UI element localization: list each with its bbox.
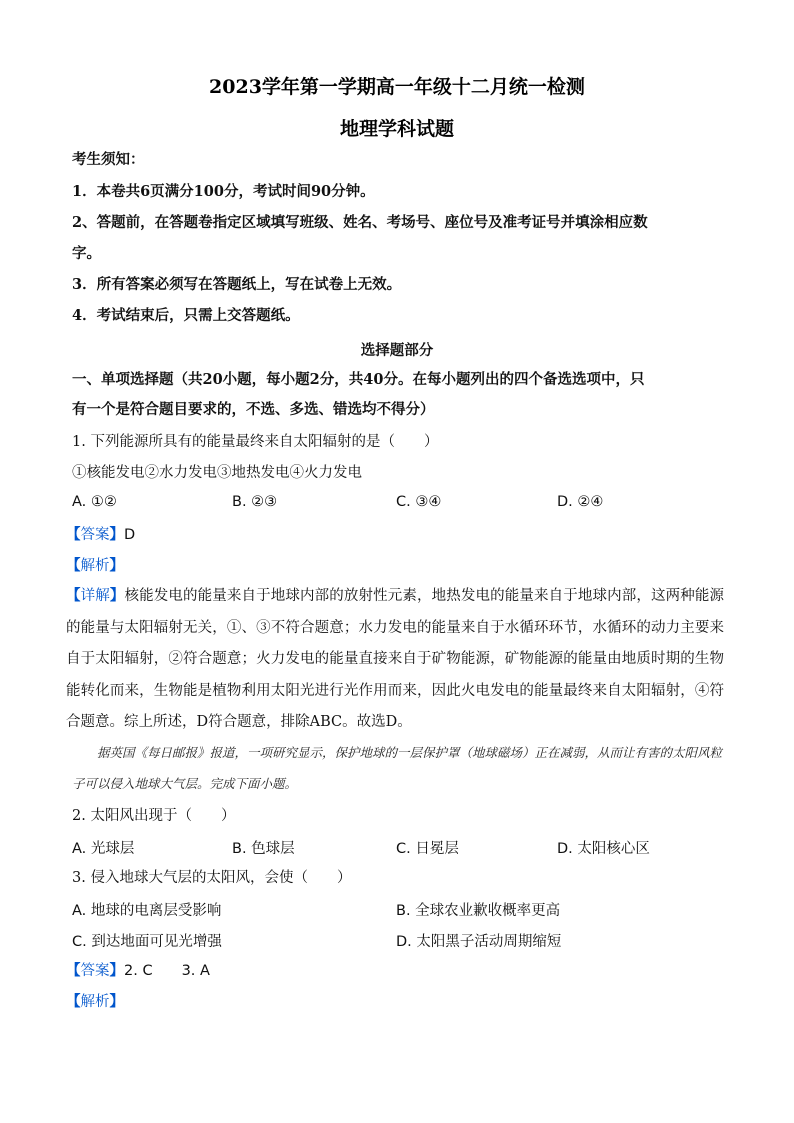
q1-detail: [66, 580, 724, 739]
exam-subtitle: 地理学科试题: [339, 118, 454, 140]
q1-option-c: C. ③④: [396, 494, 442, 510]
q2-option-d: D. 太阳核心区: [557, 841, 650, 857]
q3-option-a: A. 地球的电离层受影响: [72, 903, 222, 919]
q3-answer: [66, 961, 718, 981]
material-text: 据英国《每日邮报》报道，一项研究显示，保护地球的一层保护罩（地球磁场）正在减弱，从而让有害的太阳风粒子可以侵入地球大气层。完成下面小题。: [72, 745, 723, 791]
q3-option-b: B. 全球农业歉收概率更高: [396, 903, 561, 919]
q3-analysis-label: [66, 992, 718, 1012]
q2-option-a: A. 光球层: [72, 841, 135, 857]
detail-text: 核能发电的能量来自于地球内部的放射性元素，地热发电的能量来自于地球内部，这两种能源的能量与太阳辐射无关，①、③不符合题意；水力发电的能量来自于水循环环节，水循环的动力主要来自于太阳辐射，②符合题意；火力发电的能量直接来自于矿物能源，矿物能源的能量由地质时期的生物能转化而来，生物能是植物利用太阳光进行光作用而来，因此火电发电的能量最终来自太阳辐射，④符合题意。综上所述，D符合题意，排除ABC。故选D。: [66, 588, 724, 730]
bracket-open: 【: [66, 558, 81, 574]
q1-option-b: B. ②③: [232, 494, 278, 510]
bracket-close: 】: [109, 558, 124, 574]
q3-analysis-bracket-close: 】: [109, 994, 124, 1010]
q1-analysis-label: [66, 556, 718, 576]
q1-option-d: D. ②④: [557, 494, 604, 510]
q3-answer-bracket-open: 【: [66, 963, 81, 979]
answer-label: 答案: [80, 527, 110, 543]
detail-bracket-open: 【: [66, 587, 81, 604]
q3-stem: 3. 侵入地球大气层的太阳风，会使（ ）: [72, 870, 352, 886]
q2-option-c: C. 日冕层: [396, 841, 459, 857]
q1-items: ①核能发电②水力发电③地热发电④火力发电: [72, 465, 362, 481]
notice-item-1: 1．本卷共6页满分100分，考试时间90分钟。: [72, 183, 375, 200]
section-instruction-line1: 一、单项选择题（共20小题，每小题2分，共40分。在每小题列出的四个备选选项中，只: [72, 371, 645, 388]
q1-answer: [66, 525, 718, 545]
notice-item-2: 2、答题前，在答题卷指定区域填写班级、姓名、考场号、座位号及准考证号并填涂相应数: [72, 214, 648, 231]
answer-bracket-close: 】: [109, 527, 124, 543]
q3-analysis-label-text: 解析: [80, 994, 110, 1010]
section-instruction-line2: 有一个是符合题目要求的，不选、多选、错选均不得分）: [72, 401, 435, 418]
q3-option-d: D. 太阳黑子活动周期缩短: [396, 934, 562, 950]
notice-item-4: 4．考试结束后，只需上交答题纸。: [72, 307, 300, 324]
notice-heading: 考生须知：: [72, 151, 145, 168]
section-heading: 选择题部分: [360, 342, 434, 359]
notice-item-2-cont: 字。: [72, 245, 101, 262]
answer-value: D: [124, 527, 136, 543]
q3-analysis-bracket-open: 【: [66, 994, 81, 1010]
analysis-label: 解析: [80, 558, 110, 574]
exam-title: 2023学年第一学期高一年级十二月统一检测: [209, 76, 585, 98]
q3-answer-value: 2. C 3. A: [124, 963, 210, 979]
q3-answer-bracket-close: 】: [109, 963, 124, 979]
q1-option-a: A. ①②: [72, 494, 117, 510]
answer-bracket-open: 【: [66, 527, 81, 543]
q2-stem: 2. 太阳风出现于（ ）: [72, 808, 236, 824]
detail-bracket-close: 】: [109, 587, 125, 604]
q3-option-c: C. 到达地面可见光增强: [72, 934, 222, 950]
detail-label: 详解: [80, 588, 110, 604]
q3-answer-label: 答案: [80, 963, 110, 979]
q2-option-b: B. 色球层: [232, 841, 295, 857]
q1-stem: 1. 下列能源所具有的能量最终来自太阳辐射的是（ ）: [72, 434, 439, 450]
notice-item-3: 3．所有答案必须写在答题纸上，写在试卷上无效。: [72, 276, 402, 293]
